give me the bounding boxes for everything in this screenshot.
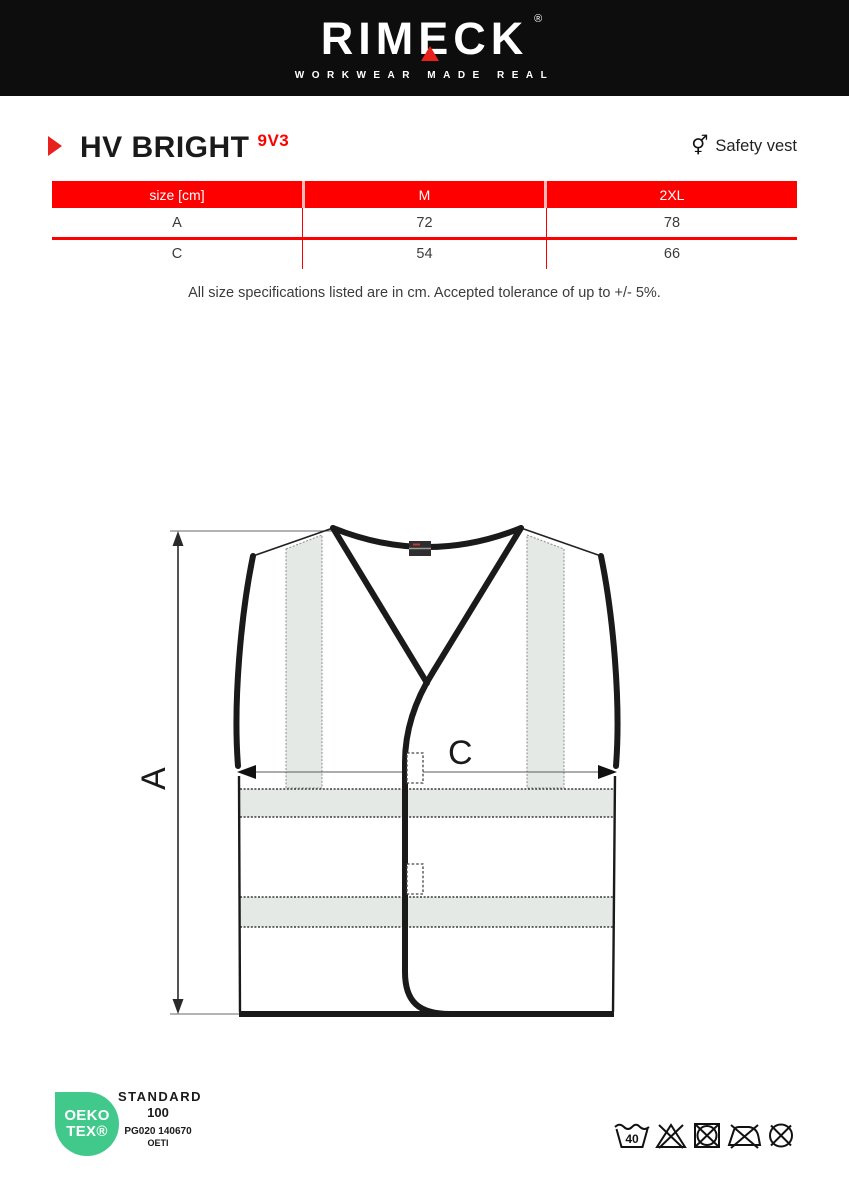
row-label: C bbox=[171, 246, 183, 262]
row-value: 66 bbox=[663, 246, 681, 262]
wash-40-icon bbox=[613, 1120, 651, 1150]
brand-logo-text: RIMECK bbox=[320, 12, 529, 64]
oeko-logo-line1: OEKO bbox=[64, 1107, 110, 1124]
standard-number: 100 bbox=[147, 1105, 169, 1120]
product-code: 9V3 bbox=[257, 131, 290, 150]
size-table-col-size: size [cm] bbox=[149, 186, 205, 203]
oeko-logo-line2: TEX® bbox=[66, 1123, 108, 1140]
row-value: 72 bbox=[302, 208, 547, 237]
care-symbols bbox=[613, 1120, 797, 1150]
row-value: 54 bbox=[302, 240, 547, 269]
product-name: HV BRIGHT bbox=[80, 131, 250, 164]
unisex-gender-icon: ⚥ bbox=[691, 136, 709, 157]
do-not-iron-icon bbox=[726, 1120, 762, 1150]
row-value: 78 bbox=[663, 214, 681, 231]
registered-mark: ® bbox=[534, 12, 543, 25]
size-table-col-m: M bbox=[302, 181, 547, 208]
size-table-col-2xl: 2XL bbox=[659, 186, 685, 203]
dim-c-label: C bbox=[448, 734, 473, 772]
wash-temp: 40 bbox=[625, 1132, 639, 1146]
dim-a-label: A bbox=[135, 767, 173, 790]
oeko-tex-text bbox=[118, 1089, 202, 1148]
velcro-tab bbox=[407, 753, 423, 783]
standard-label: STANDARD bbox=[118, 1089, 202, 1104]
do-not-tumble-dry-icon bbox=[691, 1120, 723, 1150]
do-not-bleach-icon bbox=[654, 1120, 688, 1150]
certificate-institute: OETI bbox=[147, 1138, 169, 1148]
certificate-code: PG020 140670 bbox=[124, 1126, 192, 1137]
row-label: A bbox=[172, 214, 182, 231]
velcro-tab bbox=[407, 864, 423, 894]
oeko-tex-logo bbox=[55, 1092, 119, 1156]
do-not-dry-clean-icon bbox=[765, 1120, 797, 1150]
size-note: All size specifications listed are in cm. Accepted tolerance of up to +/- 5%. bbox=[188, 285, 661, 301]
product-category-label: Safety vest bbox=[715, 137, 797, 155]
brand-tagline: WORKWEAR MADE REAL bbox=[294, 69, 555, 81]
